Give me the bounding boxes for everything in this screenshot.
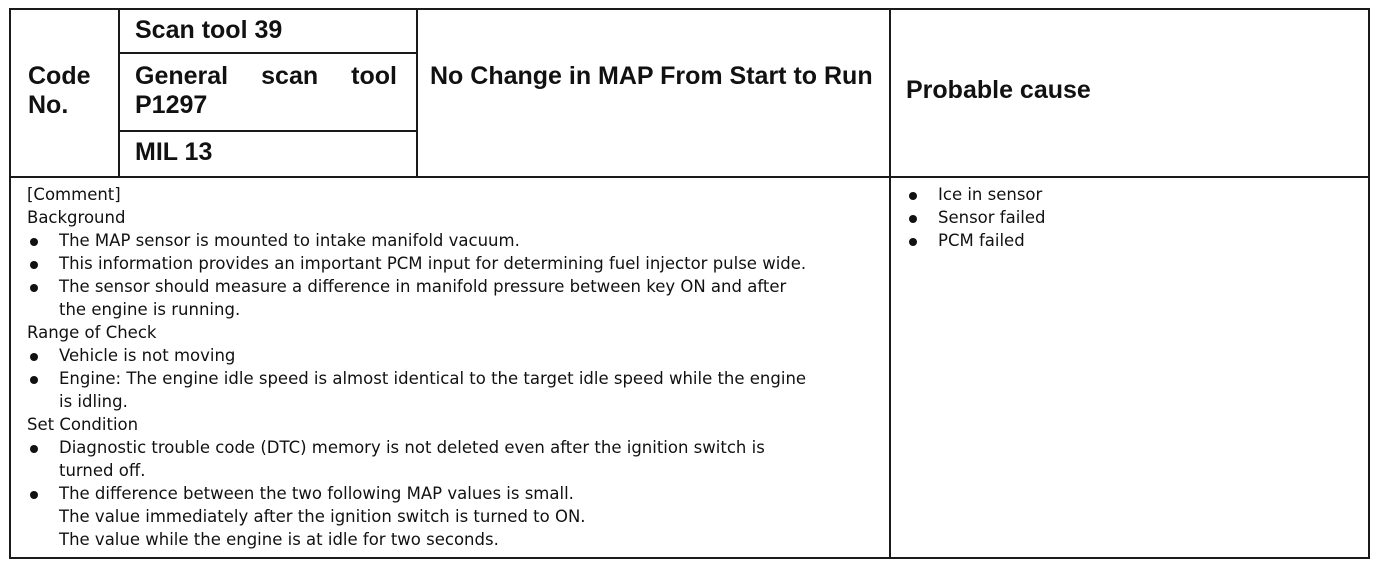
divider-scan-column (416, 8, 418, 178)
range-bullet-1: Vehicle is not moving (27, 344, 882, 367)
background-heading: Background (27, 208, 126, 227)
probable-cause-list (906, 183, 1356, 252)
set-bullet-2: The difference between the two following MAP values is small. (27, 482, 882, 505)
divider-cause-column (889, 8, 891, 559)
background-bullet-2: This information provides an important PCM input for determining fuel injector pulse wide. (27, 252, 882, 275)
range-bullet-2-continued: is idling. (59, 392, 128, 411)
comment-section (27, 183, 882, 551)
divider-code-column (118, 8, 120, 178)
range-of-check-heading: Range of Check (27, 323, 157, 342)
divider-scan-row-1 (118, 52, 418, 54)
set-condition-heading: Set Condition (27, 415, 139, 434)
set-bullet-2-value-2: The value while the engine is at idle for two seconds. (59, 530, 499, 549)
divider-header-bottom (9, 176, 1370, 178)
general-scan-tool-code: General scan tool P1297 (135, 62, 397, 119)
code-no-header: Code No. (28, 62, 91, 119)
background-bullet-1: The MAP sensor is mounted to intake manifold vacuum. (27, 229, 882, 252)
background-bullet-3: The sensor should measure a difference in manifold pressure between key ON and after (27, 275, 882, 298)
background-bullet-3-continued: the engine is running. (59, 300, 241, 319)
cause-item: PCM failed (906, 229, 1356, 252)
cause-item: Ice in sensor (906, 183, 1356, 206)
probable-cause-header: Probable cause (906, 76, 1091, 104)
mil-code: MIL 13 (135, 138, 213, 166)
comment-label: [Comment] (27, 185, 121, 204)
range-bullet-2: Engine: The engine idle speed is almost identical to the target idle speed while the engine (27, 367, 882, 390)
cause-item: Sensor failed (906, 206, 1356, 229)
set-bullet-1-continued: turned off. (59, 461, 146, 480)
set-bullet-1: Diagnostic trouble code (DTC) memory is not deleted even after the ignition switch is (27, 436, 882, 459)
set-bullet-2-value-1: The value immediately after the ignition switch is turned to ON. (59, 507, 586, 526)
dtc-title: No Change in MAP From Start to Run (430, 62, 873, 90)
divider-scan-row-2 (118, 130, 418, 132)
scan-tool-code: Scan tool 39 (135, 16, 283, 44)
